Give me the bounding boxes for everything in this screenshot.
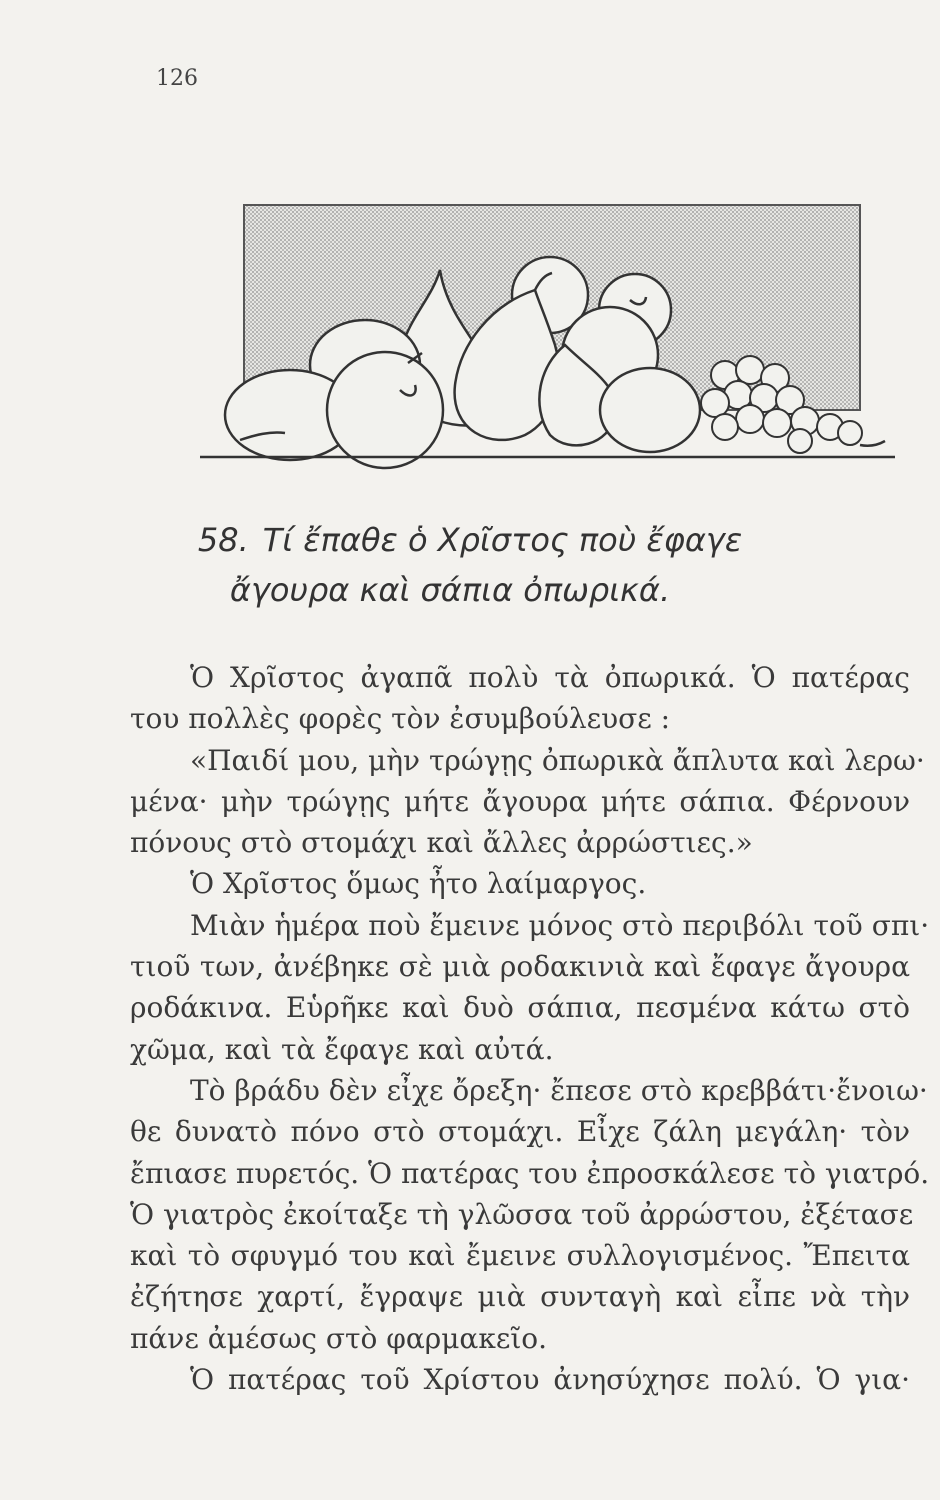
body-line: Ὁ Χρῖστος ὅμως ἦτο λαίμαργος. <box>190 867 647 901</box>
body-line: Τὸ βράδυ δὲν εἶχε ὄρεξη· ἔπεσε στὸ κρεββάτι·ἔνοιω· <box>190 1073 928 1107</box>
chapter-title-line-1: Τί ἔπαθε ὁ Χρῖστος ποὺ ἔφαγε <box>262 521 743 559</box>
chapter-title-line-2: ἄγουρα καὶ σάπια ὀπωρικά. <box>229 571 671 609</box>
body-line: ἐζήτησε χαρτί, ἔγραψε μιὰ συνταγὴ καὶ εἶπε νὰ τὴν <box>130 1280 910 1314</box>
body-line: Ὁ γιατρὸς ἐκοίταξε τὴ γλῶσσα τοῦ ἀρρώστου, ἐξέτασε <box>130 1197 914 1231</box>
body-line: «Παιδί μου, μὴν τρώγῃς ὀπωρικὰ ἄπλυτα καὶ λερω· <box>190 743 925 777</box>
body-text <box>130 657 930 1400</box>
body-line: του πολλὲς φορὲς τὸν ἐσυμβούλευσε : <box>130 702 671 736</box>
body-line: θε δυνατὸ πόνο στὸ στομάχι. Εἶχε ζάλη μεγάλη· τὸν <box>130 1115 910 1149</box>
chapter-number: 58. <box>197 521 249 559</box>
body-line: Ὁ Χρῖστος ἀγαπᾶ πολὺ τὰ ὀπωρικά. Ὁ πατέρας <box>190 661 910 694</box>
body-line: πόνους στὸ στομάχι καὶ ἄλλες ἀρρώστιες.» <box>130 826 753 860</box>
page-number: 126 <box>156 66 198 91</box>
body-line: τιοῦ των, ἀνέβηκε σὲ μιὰ ροδακινιὰ καὶ ἔφαγε ἄγουρα <box>130 950 910 984</box>
body-line: Ὁ πατέρας τοῦ Χρίστου ἀνησύχησε πολύ. Ὁ για· <box>190 1363 910 1397</box>
fruit-still-life-illustration <box>160 195 920 475</box>
chapter-title <box>0 515 940 615</box>
body-line: καὶ τὸ σφυγμό του καὶ ἔμεινε συλλογισμένος. Ἔπειτα <box>130 1239 910 1273</box>
body-line: ἔπιασε πυρετός. Ὁ πατέρας του ἐπροσκάλεσε τὸ γιατρό. <box>130 1156 930 1190</box>
body-line: Μιὰν ἡμέρα ποὺ ἔμεινε μόνος στὸ περιβόλι τοῦ σπι· <box>190 908 930 942</box>
body-line: πάνε ἀμέσως στὸ φαρμακεῖο. <box>130 1321 548 1355</box>
body-line: μένα· μὴν τρώγῃς μήτε ἄγουρα μήτε σάπια. Φέρνουν <box>130 784 910 818</box>
body-line: ροδάκινα. Εὑρῆκε καὶ δυὸ σάπια, πεσμένα κάτω στὸ <box>130 991 910 1025</box>
body-line: χῶμα, καὶ τὰ ἔφαγε καὶ αὐτά. <box>130 1032 554 1066</box>
